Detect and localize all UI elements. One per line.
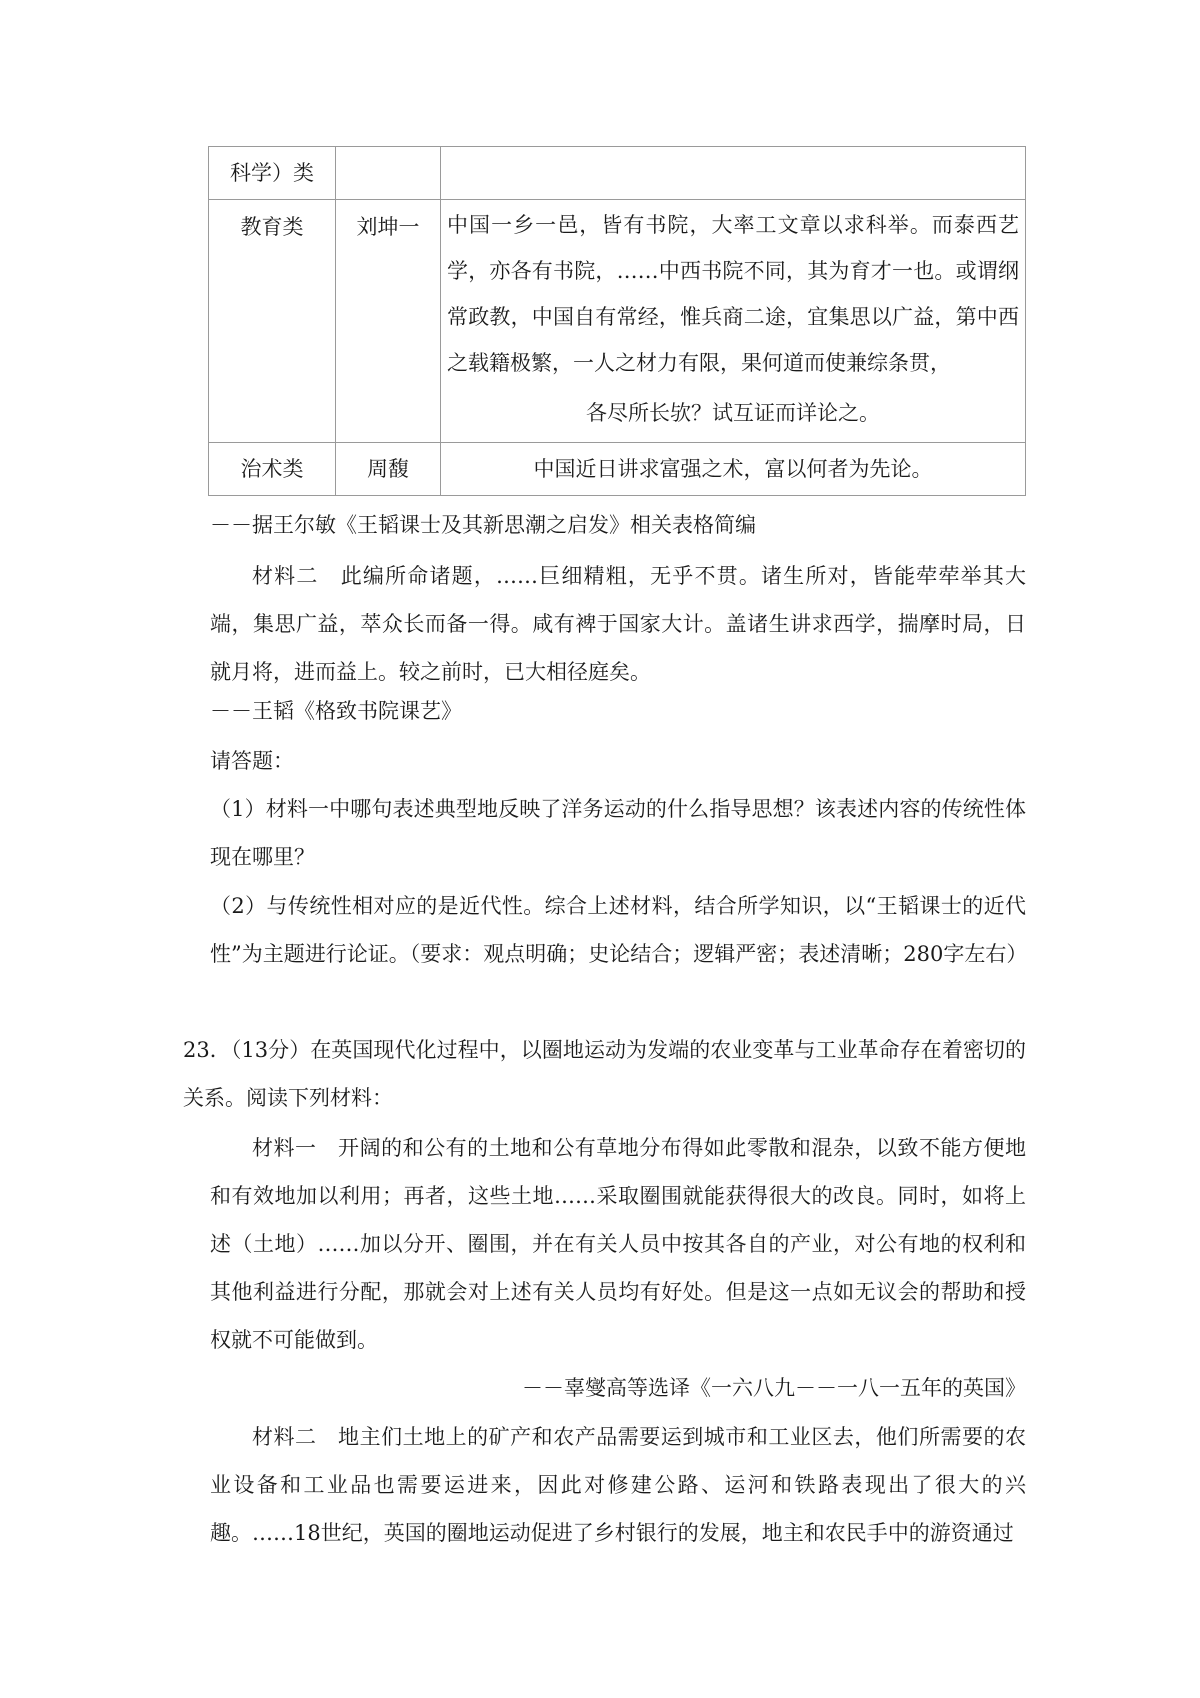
table-category-cell: 治术类 bbox=[209, 443, 336, 496]
table-question-cell: 中国近日讲求富强之术，富以何者为先论。 bbox=[441, 443, 1026, 496]
source-citation: －－据王尔敏《王韬课士及其新思潮之启发》相关表格简编 bbox=[210, 513, 756, 537]
question-one: （1）材料一中哪句表述典型地反映了洋务运动的什么指导思想？该表述内容的传统性体现在哪里？ bbox=[210, 797, 1026, 869]
table-category-cell bbox=[209, 200, 336, 443]
q23-material-one: 材料一 开阔的和公有的土地和公有草地分布得如此零散和混杂，以致不能方便地和有效地加以利用；再者，这些土地……采取圈围就能获得很大的改良。同时，如将上述（土地）……加以分开、圈围，并在有关人员中按其各自的产业，对公有地的权利和其他利益进行分配，那就会对上述有关人员均有好处。但是这一点如无议会的帮助和授权就不可能做到。 bbox=[210, 1136, 1026, 1352]
source-citation: －－辜燮高等选译《一六八九－－一八一五年的英国》 bbox=[522, 1376, 1026, 1400]
question-table bbox=[208, 146, 1026, 496]
question-text: 中国一乡一邑，皆有书院，大率工文章以求科举。而泰西艺学，亦各有书院，……中西书院不同，其为育才一也。或谓纲常政教，中国自有常经，惟兵商二途，宜集思以广益，第中西之载籍极繁，一人之材力有限，果何道而使兼综条贯， bbox=[447, 213, 1019, 375]
question-23-intro: 23．（13分）在英国现代化过程中，以圈地运动为发端的农业变革与工业革命存在着密切的关系。阅读下列材料： bbox=[183, 1038, 1026, 1110]
table-author-cell bbox=[336, 200, 441, 443]
table-row bbox=[209, 147, 1026, 200]
question-text-last-line: 各尽所长欤？试互证而详论之。 bbox=[586, 401, 880, 425]
table-row bbox=[209, 200, 1026, 443]
table-question-cell bbox=[441, 147, 1026, 200]
table-question-cell bbox=[441, 200, 1026, 443]
source-citation: －－王韬《格致书院课艺》 bbox=[210, 699, 462, 723]
table-row bbox=[209, 443, 1026, 496]
table-category-cell: 科学）类 bbox=[209, 147, 336, 200]
table-author-cell bbox=[336, 147, 441, 200]
author-text: 刘坤一 bbox=[356, 215, 420, 239]
q23-material-two: 材料二 地主们土地上的矿产和农产品需要运到城市和工业区去，他们所需要的农业设备和工业品也需要运进来，因此对修建公路、运河和铁路表现出了很大的兴趣。……18世纪，英国的圈地运动促进了乡村银行的发展，地主和农民手中的游资通过 bbox=[210, 1425, 1026, 1545]
material-two-paragraph: 材料二 此编所命诸题，……巨细精粗，无乎不贯。诸生所对，皆能荦荦举其大端，集思广益，萃众长而备一得。咸有裨于国家大计。盖诸生讲求西学，揣摩时局，日就月将，进而益上。较之前时，已大相径庭矣。 bbox=[210, 564, 1026, 684]
question-two: （2）与传统性相对应的是近代性。综合上述材料，结合所学知识，以“王韬课士的近代性”为主题进行论证。（要求：观点明确；史论结合；逻辑严密；表述清晰；280字左右） bbox=[210, 894, 1028, 966]
table-author-cell: 周馥 bbox=[336, 443, 441, 496]
category-text: 教育类 bbox=[240, 215, 304, 239]
answer-prompt: 请答题： bbox=[210, 749, 294, 773]
